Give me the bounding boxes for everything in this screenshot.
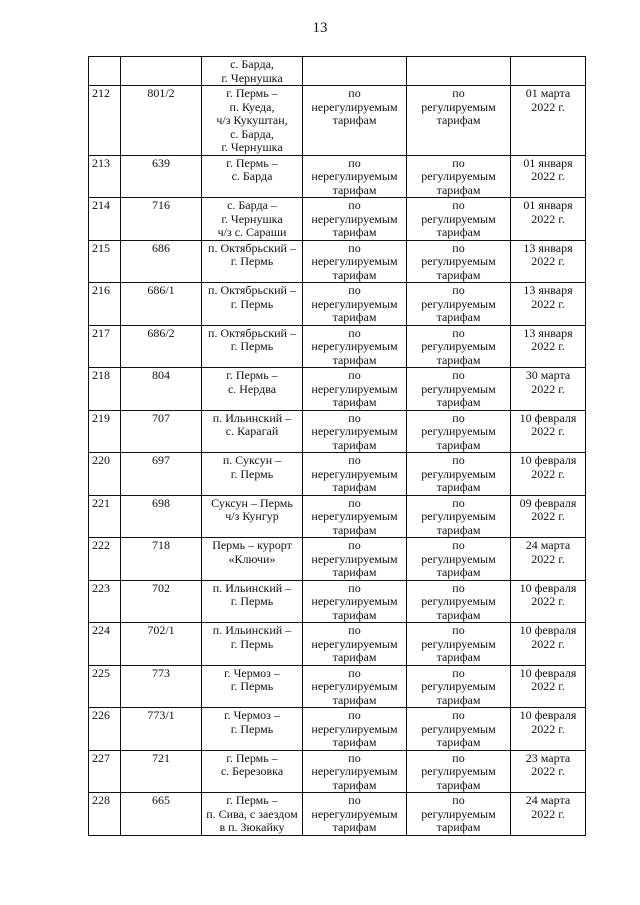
cell-route-name: п. Суксун – г. Пермь [202, 453, 303, 496]
table-row [89, 86, 586, 156]
cell-route-name: г. Пермь – п. Куеда, ч/з Кукуштан, с. Барда, г. Чернушка [202, 86, 303, 156]
cell-tariff-regulated: по регулируемым тарифам [407, 623, 511, 666]
cell-route-name: г. Чермоз – г. Пермь [202, 708, 303, 751]
table-row [89, 453, 586, 496]
cell-tariff-regulated: по регулируемым тарифам [407, 708, 511, 751]
cell-tariff-regulated: по регулируемым тарифам [407, 453, 511, 496]
cell-start-date: 01 января 2022 г. [511, 155, 586, 198]
cell-start-date: 10 февраля 2022 г. [511, 708, 586, 751]
cell-row-number: 227 [89, 750, 121, 793]
cell-start-date: 01 марта 2022 г. [511, 86, 586, 156]
cell-row-number: 221 [89, 495, 121, 538]
cell-route-number: 639 [121, 155, 202, 198]
cell-tariff-regulated: по регулируемым тарифам [407, 86, 511, 156]
cell-route-number: 686/1 [121, 283, 202, 326]
cell-route-number: 702/1 [121, 623, 202, 666]
cell-route-number: 716 [121, 198, 202, 241]
cell-tariff-unregulated: по нерегулируемым тарифам [303, 538, 407, 581]
cell-tariff-regulated: по регулируемым тарифам [407, 665, 511, 708]
table-row [89, 750, 586, 793]
cell-tariff-regulated [407, 57, 511, 86]
cell-tariff-unregulated: по нерегулируемым тарифам [303, 623, 407, 666]
cell-start-date: 30 марта 2022 г. [511, 368, 586, 411]
cell-tariff-unregulated: по нерегулируемым тарифам [303, 86, 407, 156]
table-row [89, 368, 586, 411]
cell-row-number: 224 [89, 623, 121, 666]
cell-start-date: 01 января 2022 г. [511, 198, 586, 241]
table-row [89, 538, 586, 581]
cell-route-number [121, 57, 202, 86]
cell-row-number: 217 [89, 325, 121, 368]
cell-tariff-regulated: по регулируемым тарифам [407, 283, 511, 326]
cell-tariff-regulated: по регулируемым тарифам [407, 198, 511, 241]
cell-start-date: 13 января 2022 г. [511, 283, 586, 326]
cell-route-number: 773 [121, 665, 202, 708]
cell-tariff-unregulated: по нерегулируемым тарифам [303, 750, 407, 793]
cell-route-name: п. Октябрьский – г. Пермь [202, 325, 303, 368]
cell-route-number: 801/2 [121, 86, 202, 156]
cell-start-date: 13 января 2022 г. [511, 240, 586, 283]
cell-start-date: 10 февраля 2022 г. [511, 453, 586, 496]
cell-row-number: 215 [89, 240, 121, 283]
cell-route-number: 702 [121, 580, 202, 623]
cell-route-name: с. Барда, г. Чернушка [202, 57, 303, 86]
cell-start-date: 23 марта 2022 г. [511, 750, 586, 793]
cell-tariff-regulated: по регулируемым тарифам [407, 155, 511, 198]
table-row [89, 708, 586, 751]
cell-start-date: 10 февраля 2022 г. [511, 580, 586, 623]
table-row [89, 240, 586, 283]
cell-tariff-unregulated: по нерегулируемым тарифам [303, 325, 407, 368]
cell-row-number: 218 [89, 368, 121, 411]
cell-route-number: 686/2 [121, 325, 202, 368]
cell-row-number: 223 [89, 580, 121, 623]
cell-route-name: п. Ильинский – с. Карагай [202, 410, 303, 453]
table-row [89, 325, 586, 368]
cell-tariff-unregulated: по нерегулируемым тарифам [303, 283, 407, 326]
table-row [89, 283, 586, 326]
cell-row-number: 214 [89, 198, 121, 241]
table-row [89, 580, 586, 623]
cell-tariff-unregulated: по нерегулируемым тарифам [303, 495, 407, 538]
cell-route-number: 804 [121, 368, 202, 411]
cell-tariff-regulated: по регулируемым тарифам [407, 495, 511, 538]
cell-start-date: 13 января 2022 г. [511, 325, 586, 368]
routes-table [88, 56, 586, 836]
cell-row-number: 228 [89, 793, 121, 836]
cell-route-name: с. Барда – г. Чернушка ч/з с. Сараши [202, 198, 303, 241]
cell-row-number: 226 [89, 708, 121, 751]
table-row [89, 410, 586, 453]
cell-route-number: 773/1 [121, 708, 202, 751]
cell-start-date: 24 марта 2022 г. [511, 793, 586, 836]
cell-route-name: п. Ильинский – г. Пермь [202, 580, 303, 623]
cell-route-name: Суксун – Пермь ч/з Кунгур [202, 495, 303, 538]
cell-row-number: 222 [89, 538, 121, 581]
cell-route-name: г. Пермь – с. Нердва [202, 368, 303, 411]
cell-start-date: 24 марта 2022 г. [511, 538, 586, 581]
cell-tariff-regulated: по регулируемым тарифам [407, 410, 511, 453]
cell-tariff-unregulated: по нерегулируемым тарифам [303, 198, 407, 241]
cell-tariff-unregulated [303, 57, 407, 86]
cell-row-number: 213 [89, 155, 121, 198]
cell-tariff-regulated: по регулируемым тарифам [407, 750, 511, 793]
cell-route-number: 721 [121, 750, 202, 793]
table-row [89, 495, 586, 538]
cell-route-number: 698 [121, 495, 202, 538]
cell-tariff-regulated: по регулируемым тарифам [407, 368, 511, 411]
cell-route-name: г. Пермь – п. Сива, с заездом в п. Зюкайку [202, 793, 303, 836]
cell-route-name: п. Октябрьский – г. Пермь [202, 240, 303, 283]
cell-route-name: г. Пермь – с. Березовка [202, 750, 303, 793]
table-row [89, 155, 586, 198]
cell-start-date: 10 февраля 2022 г. [511, 410, 586, 453]
cell-route-name: г. Пермь – с. Барда [202, 155, 303, 198]
cell-row-number: 220 [89, 453, 121, 496]
cell-row-number: 216 [89, 283, 121, 326]
cell-route-number: 697 [121, 453, 202, 496]
cell-tariff-unregulated: по нерегулируемым тарифам [303, 368, 407, 411]
cell-row-number: 212 [89, 86, 121, 156]
cell-route-number: 665 [121, 793, 202, 836]
cell-tariff-unregulated: по нерегулируемым тарифам [303, 453, 407, 496]
table-row [89, 623, 586, 666]
cell-tariff-regulated: по регулируемым тарифам [407, 793, 511, 836]
cell-tariff-unregulated: по нерегулируемым тарифам [303, 240, 407, 283]
cell-tariff-regulated: по регулируемым тарифам [407, 538, 511, 581]
table-row [89, 198, 586, 241]
cell-route-number: 718 [121, 538, 202, 581]
table-row [89, 665, 586, 708]
cell-route-number: 707 [121, 410, 202, 453]
cell-tariff-unregulated: по нерегулируемым тарифам [303, 410, 407, 453]
cell-row-number: 225 [89, 665, 121, 708]
table-row-continuation [89, 57, 586, 86]
cell-start-date [511, 57, 586, 86]
cell-tariff-unregulated: по нерегулируемым тарифам [303, 155, 407, 198]
cell-row-number [89, 57, 121, 86]
cell-start-date: 10 февраля 2022 г. [511, 665, 586, 708]
cell-tariff-regulated: по регулируемым тарифам [407, 580, 511, 623]
cell-tariff-unregulated: по нерегулируемым тарифам [303, 793, 407, 836]
table-row [89, 793, 586, 836]
cell-start-date: 10 февраля 2022 г. [511, 623, 586, 666]
cell-tariff-regulated: по регулируемым тарифам [407, 325, 511, 368]
page-number: 13 [312, 20, 328, 36]
cell-row-number: 219 [89, 410, 121, 453]
cell-tariff-unregulated: по нерегулируемым тарифам [303, 580, 407, 623]
cell-tariff-unregulated: по нерегулируемым тарифам [303, 665, 407, 708]
routes-table-body [89, 57, 586, 836]
cell-route-name: п. Ильинский – г. Пермь [202, 623, 303, 666]
cell-route-name: Пермь – курорт «Ключи» [202, 538, 303, 581]
cell-start-date: 09 февраля 2022 г. [511, 495, 586, 538]
cell-route-name: г. Чермоз – г. Пермь [202, 665, 303, 708]
cell-tariff-unregulated: по нерегулируемым тарифам [303, 708, 407, 751]
cell-route-name: п. Октябрьский – г. Пермь [202, 283, 303, 326]
cell-tariff-regulated: по регулируемым тарифам [407, 240, 511, 283]
cell-route-number: 686 [121, 240, 202, 283]
